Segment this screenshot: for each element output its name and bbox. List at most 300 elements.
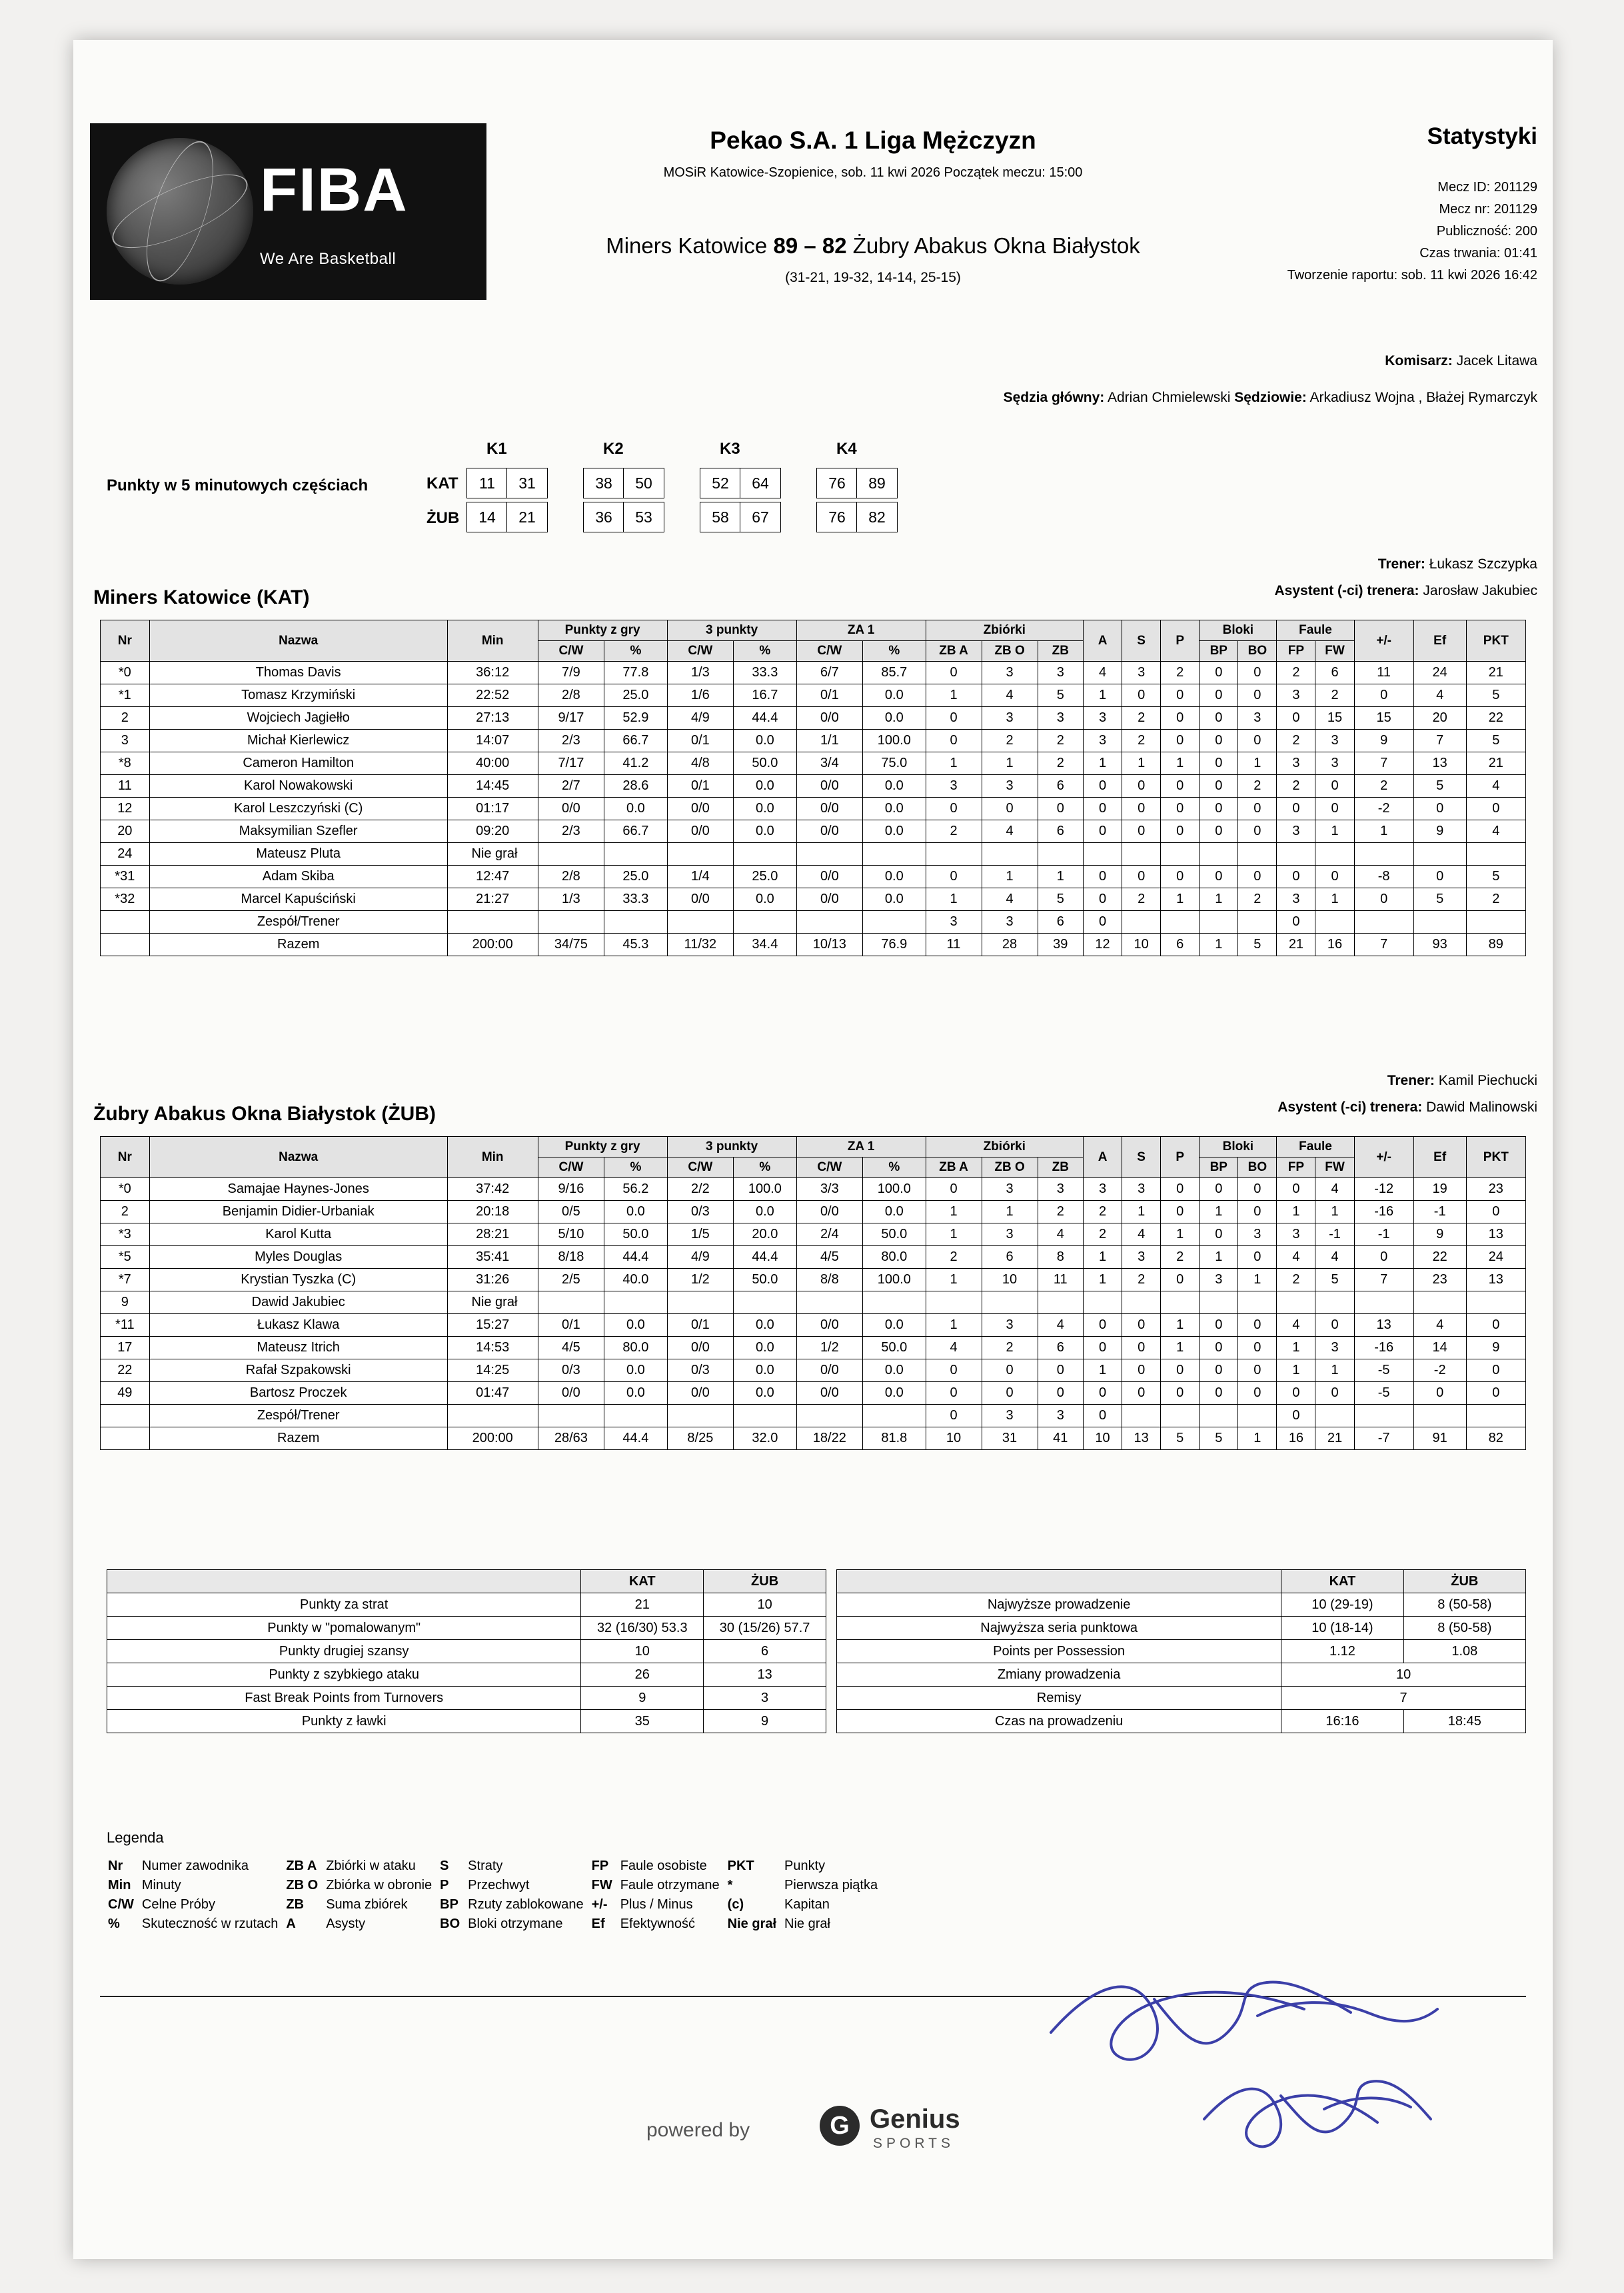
cell-name: Mateusz Pluta (149, 843, 447, 866)
cell-p: 1 (1161, 1223, 1200, 1246)
cell-nr: 24 (101, 843, 150, 866)
col-pkt: PKT (1466, 1137, 1525, 1178)
cell-bp: 5 (1200, 1427, 1238, 1450)
cell-pkt: 2 (1466, 888, 1525, 911)
summary-col-label (837, 1570, 1281, 1593)
cell-p (1161, 911, 1200, 934)
genius-brand-sub: SPORTS (873, 2136, 954, 2151)
cell-fg: 0/0 (538, 1382, 604, 1405)
cell-fp: 16 (1277, 1427, 1315, 1450)
cell-min: 01:47 (447, 1382, 538, 1405)
legend-value: Bloki otrzymane (468, 1916, 563, 1931)
legend-key: % (108, 1916, 120, 1931)
table-row[interactable] (101, 707, 1526, 730)
cell-bo: 0 (1238, 1314, 1277, 1337)
legend-key: Nr (108, 1859, 123, 1873)
cell-p3p: 0.0 (734, 1382, 796, 1405)
cell-ftp: 0.0 (863, 684, 926, 707)
cell-pm: 7 (1354, 934, 1413, 956)
cell-zbo: 4 (982, 820, 1038, 843)
cell-nr: 3 (101, 730, 150, 752)
cell-p3p: 44.4 (734, 1246, 796, 1269)
cell-min: 14:45 (447, 775, 538, 798)
col-bp: BP (1200, 641, 1238, 662)
cell-fw: 3 (1315, 1337, 1354, 1359)
cell-bp: 1 (1200, 1201, 1238, 1223)
table-row[interactable] (101, 843, 1526, 866)
cell-nr: *8 (101, 752, 150, 775)
cell-fg: 0/5 (538, 1201, 604, 1223)
cell-fw: 16 (1315, 934, 1354, 956)
cell-ef: 91 (1413, 1427, 1466, 1450)
cell-p3: 8/25 (667, 1427, 734, 1450)
cell-s: 4 (1122, 1223, 1161, 1246)
cell-ft (796, 1405, 863, 1427)
kat-row-tag: KAT (426, 474, 458, 492)
table-row[interactable] (101, 798, 1526, 820)
legend-key: (c) (727, 1897, 744, 1912)
cell-ef: -1 (1413, 1201, 1466, 1223)
cell-p3p: 0.0 (734, 1359, 796, 1382)
cell-empty (982, 1291, 1038, 1314)
table-row[interactable] (101, 1201, 1526, 1223)
summary-row (837, 1593, 1526, 1617)
cell-ft: 0/0 (796, 1382, 863, 1405)
summary-right-table (836, 1569, 1526, 1733)
cell-fp: 3 (1277, 1223, 1315, 1246)
cell-bo (1238, 911, 1277, 934)
cell-pm: 2 (1354, 775, 1413, 798)
cell-fg (538, 911, 604, 934)
cell-ftp: 50.0 (863, 1223, 926, 1246)
cell-p: 0 (1161, 1359, 1200, 1382)
cell-empty (1354, 1291, 1413, 1314)
legend-key: BP (440, 1897, 458, 1912)
cell-min: 35:41 (447, 1246, 538, 1269)
cell-empty (1122, 1291, 1161, 1314)
cell-empty (1038, 1291, 1083, 1314)
cell-bo: 0 (1238, 1178, 1277, 1201)
kat-q2-b: 50 (623, 468, 664, 498)
cell-p3p: 33.3 (734, 662, 796, 684)
cell-fg: 5/10 (538, 1223, 604, 1246)
cell-ef: 9 (1413, 820, 1466, 843)
cell-pkt: 0 (1466, 1314, 1525, 1337)
cell-zbo: 3 (982, 1223, 1038, 1246)
cell-ftp: 85.7 (863, 662, 926, 684)
cell-zba: 1 (926, 1223, 982, 1246)
cell-ef: 5 (1413, 775, 1466, 798)
cell-s: 0 (1122, 1382, 1161, 1405)
cell-pkt: 9 (1466, 1337, 1525, 1359)
summary-label: Zmiany prowadzenia (837, 1663, 1281, 1687)
cell-bp: 1 (1200, 934, 1238, 956)
cell-pkt: 24 (1466, 1246, 1525, 1269)
cell-fp: 3 (1277, 820, 1315, 843)
cell-ft: 0/0 (796, 775, 863, 798)
summary-label: Points per Possession (837, 1640, 1281, 1663)
cell-p3: 1/6 (667, 684, 734, 707)
summary-label: Punkty z ławki (107, 1710, 581, 1733)
cell-min: 01:17 (447, 798, 538, 820)
col-3p: 3 punkty (667, 1137, 796, 1157)
cell-p: 0 (1161, 798, 1200, 820)
cell-min: 36:12 (447, 662, 538, 684)
cell-name: Thomas Davis (149, 662, 447, 684)
cell-empty (1277, 843, 1315, 866)
genius-sports-mark: G (820, 2106, 860, 2146)
meta-match-nr: Mecz nr: 201129 (1439, 202, 1537, 217)
cell-zb: 6 (1038, 911, 1083, 934)
cell-bo: 5 (1238, 934, 1277, 956)
cell-fp: 2 (1277, 662, 1315, 684)
cell-pm: 11 (1354, 662, 1413, 684)
cell-min (447, 911, 538, 934)
cell-a: 3 (1084, 730, 1122, 752)
cell-empty (538, 843, 604, 866)
cell-empty (796, 1291, 863, 1314)
statistics-heading: Statystyki (1427, 123, 1537, 149)
cell-nr (101, 1405, 150, 1427)
cell-zb: 3 (1038, 1405, 1083, 1427)
col-a: A (1084, 1137, 1122, 1178)
away-box-score (100, 1136, 1526, 1450)
col-3p-cw: C/W (667, 1157, 734, 1178)
cell-p3: 11/32 (667, 934, 734, 956)
table-row[interactable] (101, 1337, 1526, 1359)
cell-a: 0 (1084, 866, 1122, 888)
cell-min: 31:26 (447, 1269, 538, 1291)
basketball-icon (107, 138, 253, 285)
table-row[interactable] (101, 775, 1526, 798)
legend-key: A (286, 1916, 296, 1931)
col-ft-cw: C/W (796, 641, 863, 662)
cell-empty (1038, 843, 1083, 866)
legend-key: Min (108, 1878, 131, 1893)
referees-line (1004, 390, 1537, 406)
cell-nr: 12 (101, 798, 150, 820)
cell-min: Nie grał (447, 843, 538, 866)
cell-zb: 8 (1038, 1246, 1083, 1269)
cell-pm: 0 (1354, 888, 1413, 911)
col-bo: BO (1238, 641, 1277, 662)
table-row[interactable] (101, 1178, 1526, 1201)
col-fg: Punkty z gry (538, 620, 667, 641)
cell-empty (926, 1291, 982, 1314)
cell-fp: 0 (1277, 911, 1315, 934)
table-row[interactable] (101, 1314, 1526, 1337)
cell-ftp: 0.0 (863, 888, 926, 911)
cell-bp: 1 (1200, 888, 1238, 911)
cell-p3: 1/4 (667, 866, 734, 888)
cell-s: 10 (1122, 934, 1161, 956)
cell-pkt: 21 (1466, 752, 1525, 775)
away-team-heading: Żubry Abakus Okna Białystok (ŻUB) (93, 1103, 436, 1125)
col-p: P (1161, 620, 1200, 662)
cell-a: 0 (1084, 911, 1122, 934)
cell-empty (1161, 843, 1200, 866)
cell-ftp (863, 1405, 926, 1427)
cell-empty (1466, 1291, 1525, 1314)
cell-nr: *32 (101, 888, 150, 911)
kat-q4-a: 76 (816, 468, 858, 498)
cell-ftp: 0.0 (863, 820, 926, 843)
cell-ftp: 76.9 (863, 934, 926, 956)
cell-bo: 0 (1238, 1201, 1277, 1223)
col-fp: FP (1277, 641, 1315, 662)
cell-s (1122, 1405, 1161, 1427)
cell-zbo: 3 (982, 662, 1038, 684)
away-coach-label: Trener: (1387, 1073, 1435, 1088)
table-row[interactable] (101, 866, 1526, 888)
table-row[interactable] (101, 1382, 1526, 1405)
cell-bo: 0 (1238, 1337, 1277, 1359)
kat-q1-a: 11 (466, 468, 508, 498)
cell-bp: 0 (1200, 1314, 1238, 1337)
cell-ft: 1/2 (796, 1337, 863, 1359)
cell-zba: 0 (926, 1382, 982, 1405)
cell-ftp: 0.0 (863, 1314, 926, 1337)
col-nr: Nr (101, 1137, 150, 1178)
home-team-name: Miners Katowice (606, 233, 768, 258)
legend-value: Punkty (784, 1859, 826, 1873)
table-row[interactable] (101, 1359, 1526, 1382)
cell-nr: *0 (101, 662, 150, 684)
table-row[interactable] (101, 1291, 1526, 1314)
cell-pm: -2 (1354, 798, 1413, 820)
col-name: Nazwa (149, 1137, 447, 1178)
meta-report-time: Tworzenie raportu: sob. 11 kwi 2026 16:42 (1287, 268, 1537, 283)
summary-label: Remisy (837, 1687, 1281, 1710)
table-row[interactable] (101, 662, 1526, 684)
cell-empty (863, 843, 926, 866)
table-row[interactable] (101, 1269, 1526, 1291)
cell-s: 0 (1122, 798, 1161, 820)
legend-value: Numer zawodnika (141, 1859, 249, 1873)
col-zb: ZB (1038, 1157, 1083, 1178)
cell-ft: 0/0 (796, 820, 863, 843)
cell-empty (1200, 843, 1238, 866)
cell-fg: 0/3 (538, 1359, 604, 1382)
cell-name: Benjamin Didier-Urbaniak (149, 1201, 447, 1223)
home-coach-label: Trener: (1377, 556, 1425, 572)
away-assistant-name: Dawid Malinowski (1426, 1100, 1537, 1115)
cell-ftp: 0.0 (863, 798, 926, 820)
cell-bo: 0 (1238, 1359, 1277, 1382)
summary-label: Najwyższa seria punktowa (837, 1617, 1281, 1640)
cell-bp (1200, 1405, 1238, 1427)
cell-zbo: 0 (982, 798, 1038, 820)
cell-min: 200:00 (447, 934, 538, 956)
cell-zba: 0 (926, 1405, 982, 1427)
table-row[interactable] (101, 820, 1526, 843)
cell-pm: -8 (1354, 866, 1413, 888)
away-coach-name: Kamil Piechucki (1438, 1073, 1537, 1088)
cell-nr (101, 934, 150, 956)
q2-label: K2 (603, 440, 624, 458)
col-zba: ZB A (926, 641, 982, 662)
col-pm: +/- (1354, 1137, 1413, 1178)
cell-s: 0 (1122, 684, 1161, 707)
cell-bp: 0 (1200, 730, 1238, 752)
cell-a: 0 (1084, 1337, 1122, 1359)
match-meta (1287, 177, 1537, 287)
cell-p3: 1/3 (667, 662, 734, 684)
cell-p3p: 25.0 (734, 866, 796, 888)
cell-ftp: 0.0 (863, 1201, 926, 1223)
cell-s: 13 (1122, 1427, 1161, 1450)
cell-nr: *7 (101, 1269, 150, 1291)
cell-a: 0 (1084, 820, 1122, 843)
summary-col-kat: KAT (1281, 1570, 1403, 1593)
cell-ef: 22 (1413, 1246, 1466, 1269)
cell-ef: 93 (1413, 934, 1466, 956)
cell-ef: 23 (1413, 1269, 1466, 1291)
cell-p3: 0/1 (667, 775, 734, 798)
cell-fg: 2/8 (538, 684, 604, 707)
cell-pkt (1466, 911, 1525, 934)
cell-min: 200:00 (447, 1427, 538, 1450)
zub-q1-b: 21 (506, 502, 548, 532)
legend-key: S (440, 1859, 449, 1873)
summary-label: Punkty za strat (107, 1593, 581, 1617)
cell-zba: 4 (926, 1337, 982, 1359)
cell-min: 40:00 (447, 752, 538, 775)
table-row[interactable] (101, 888, 1526, 911)
legend-value: Rzuty zablokowane (468, 1897, 584, 1912)
cell-zba: 0 (926, 798, 982, 820)
cell-fg: 9/16 (538, 1178, 604, 1201)
cell-bo: 1 (1238, 1269, 1277, 1291)
cell-fgp: 44.4 (604, 1427, 667, 1450)
cell-fgp: 33.3 (604, 888, 667, 911)
cell-empty (1466, 843, 1525, 866)
table-row[interactable] (101, 1246, 1526, 1269)
ref-others-label: Sędziowie: (1234, 390, 1307, 405)
cell-fgp: 44.4 (604, 1246, 667, 1269)
cell-bp: 0 (1200, 662, 1238, 684)
col-3p: 3 punkty (667, 620, 796, 641)
cell-zbo: 4 (982, 684, 1038, 707)
cell-empty (863, 1291, 926, 1314)
cell-min: 15:27 (447, 1314, 538, 1337)
cell-bo: 0 (1238, 866, 1277, 888)
col-bo: BO (1238, 1157, 1277, 1178)
summary-row (837, 1710, 1526, 1733)
col-blk: Bloki (1200, 620, 1277, 641)
table-row[interactable] (101, 752, 1526, 775)
table-row[interactable] (101, 684, 1526, 707)
cell-fw (1315, 911, 1354, 934)
commissioner-name: Jacek Litawa (1456, 353, 1537, 369)
cell-zba: 1 (926, 752, 982, 775)
cell-p3p: 50.0 (734, 752, 796, 775)
col-3p-pct: % (734, 641, 796, 662)
cell-pm: -16 (1354, 1337, 1413, 1359)
cell-ft: 0/0 (796, 1314, 863, 1337)
cell-fp: 3 (1277, 752, 1315, 775)
cell-zbo: 0 (982, 1382, 1038, 1405)
cell-fgp: 0.0 (604, 798, 667, 820)
legend-value: Faule osobiste (620, 1859, 707, 1873)
table-row[interactable] (101, 730, 1526, 752)
cell-fgp: 66.7 (604, 820, 667, 843)
cell-zba: 1 (926, 1314, 982, 1337)
cell-name: Adam Skiba (149, 866, 447, 888)
table-row[interactable] (101, 1223, 1526, 1246)
cell-a: 3 (1084, 1178, 1122, 1201)
cell-bp: 0 (1200, 820, 1238, 843)
cell-fgp: 25.0 (604, 684, 667, 707)
cell-p3: 0/0 (667, 798, 734, 820)
cell-fw: 15 (1315, 707, 1354, 730)
cell-pm: 7 (1354, 752, 1413, 775)
cell-empty (667, 843, 734, 866)
cell-zb: 39 (1038, 934, 1083, 956)
cell-fgp: 77.8 (604, 662, 667, 684)
cell-fgp: 52.9 (604, 707, 667, 730)
cell-s: 3 (1122, 1246, 1161, 1269)
fiba-wordmark: FIBA (260, 156, 408, 224)
cell-nr (101, 911, 150, 934)
cell-a: 0 (1084, 1382, 1122, 1405)
cell-empty (1122, 843, 1161, 866)
summary-value-kat: 10 (581, 1640, 704, 1663)
away-assistant-label: Asystent (-ci) trenera: (1277, 1100, 1423, 1115)
cell-fw: 0 (1315, 866, 1354, 888)
cell-zbo: 1 (982, 1201, 1038, 1223)
cell-min: 37:42 (447, 1178, 538, 1201)
summary-col-zub: ŻUB (704, 1570, 826, 1593)
cell-fg: 2/3 (538, 820, 604, 843)
legend-key: PKT (727, 1859, 754, 1873)
cell-fp: 21 (1277, 934, 1315, 956)
cell-ef: 0 (1413, 1382, 1466, 1405)
cell-pkt: 0 (1466, 1201, 1525, 1223)
cell-empty (734, 1291, 796, 1314)
legend-value: Pierwsza piątka (784, 1878, 878, 1893)
cell-pkt: 21 (1466, 662, 1525, 684)
legend-value: Zbiórki w ataku (326, 1859, 416, 1873)
cell-bp: 0 (1200, 1359, 1238, 1382)
cell-pkt: 4 (1466, 820, 1525, 843)
cell-p3: 0/0 (667, 1382, 734, 1405)
cell-p: 0 (1161, 1178, 1200, 1201)
cell-min: 22:52 (447, 684, 538, 707)
cell-empty (1413, 1291, 1466, 1314)
cell-nr: 17 (101, 1337, 150, 1359)
cell-p: 0 (1161, 730, 1200, 752)
cell-zba: 1 (926, 1201, 982, 1223)
cell-name: Karol Kutta (149, 1223, 447, 1246)
cell-pkt: 22 (1466, 707, 1525, 730)
cell-a: 1 (1084, 1269, 1122, 1291)
cell-ftp: 75.0 (863, 752, 926, 775)
cell-pm: 15 (1354, 707, 1413, 730)
cell-ft: 4/5 (796, 1246, 863, 1269)
cell-p3p: 44.4 (734, 707, 796, 730)
col-p: P (1161, 1137, 1200, 1178)
cell-zba: 0 (926, 1359, 982, 1382)
cell-min (447, 1405, 538, 1427)
col-zba: ZB A (926, 1157, 982, 1178)
cell-zbo: 1 (982, 752, 1038, 775)
zub-q3-a: 58 (700, 502, 741, 532)
cell-ft: 0/0 (796, 1359, 863, 1382)
cell-pm: -5 (1354, 1382, 1413, 1405)
cell-name: Wojciech Jagiełło (149, 707, 447, 730)
cell-ft: 0/0 (796, 888, 863, 911)
